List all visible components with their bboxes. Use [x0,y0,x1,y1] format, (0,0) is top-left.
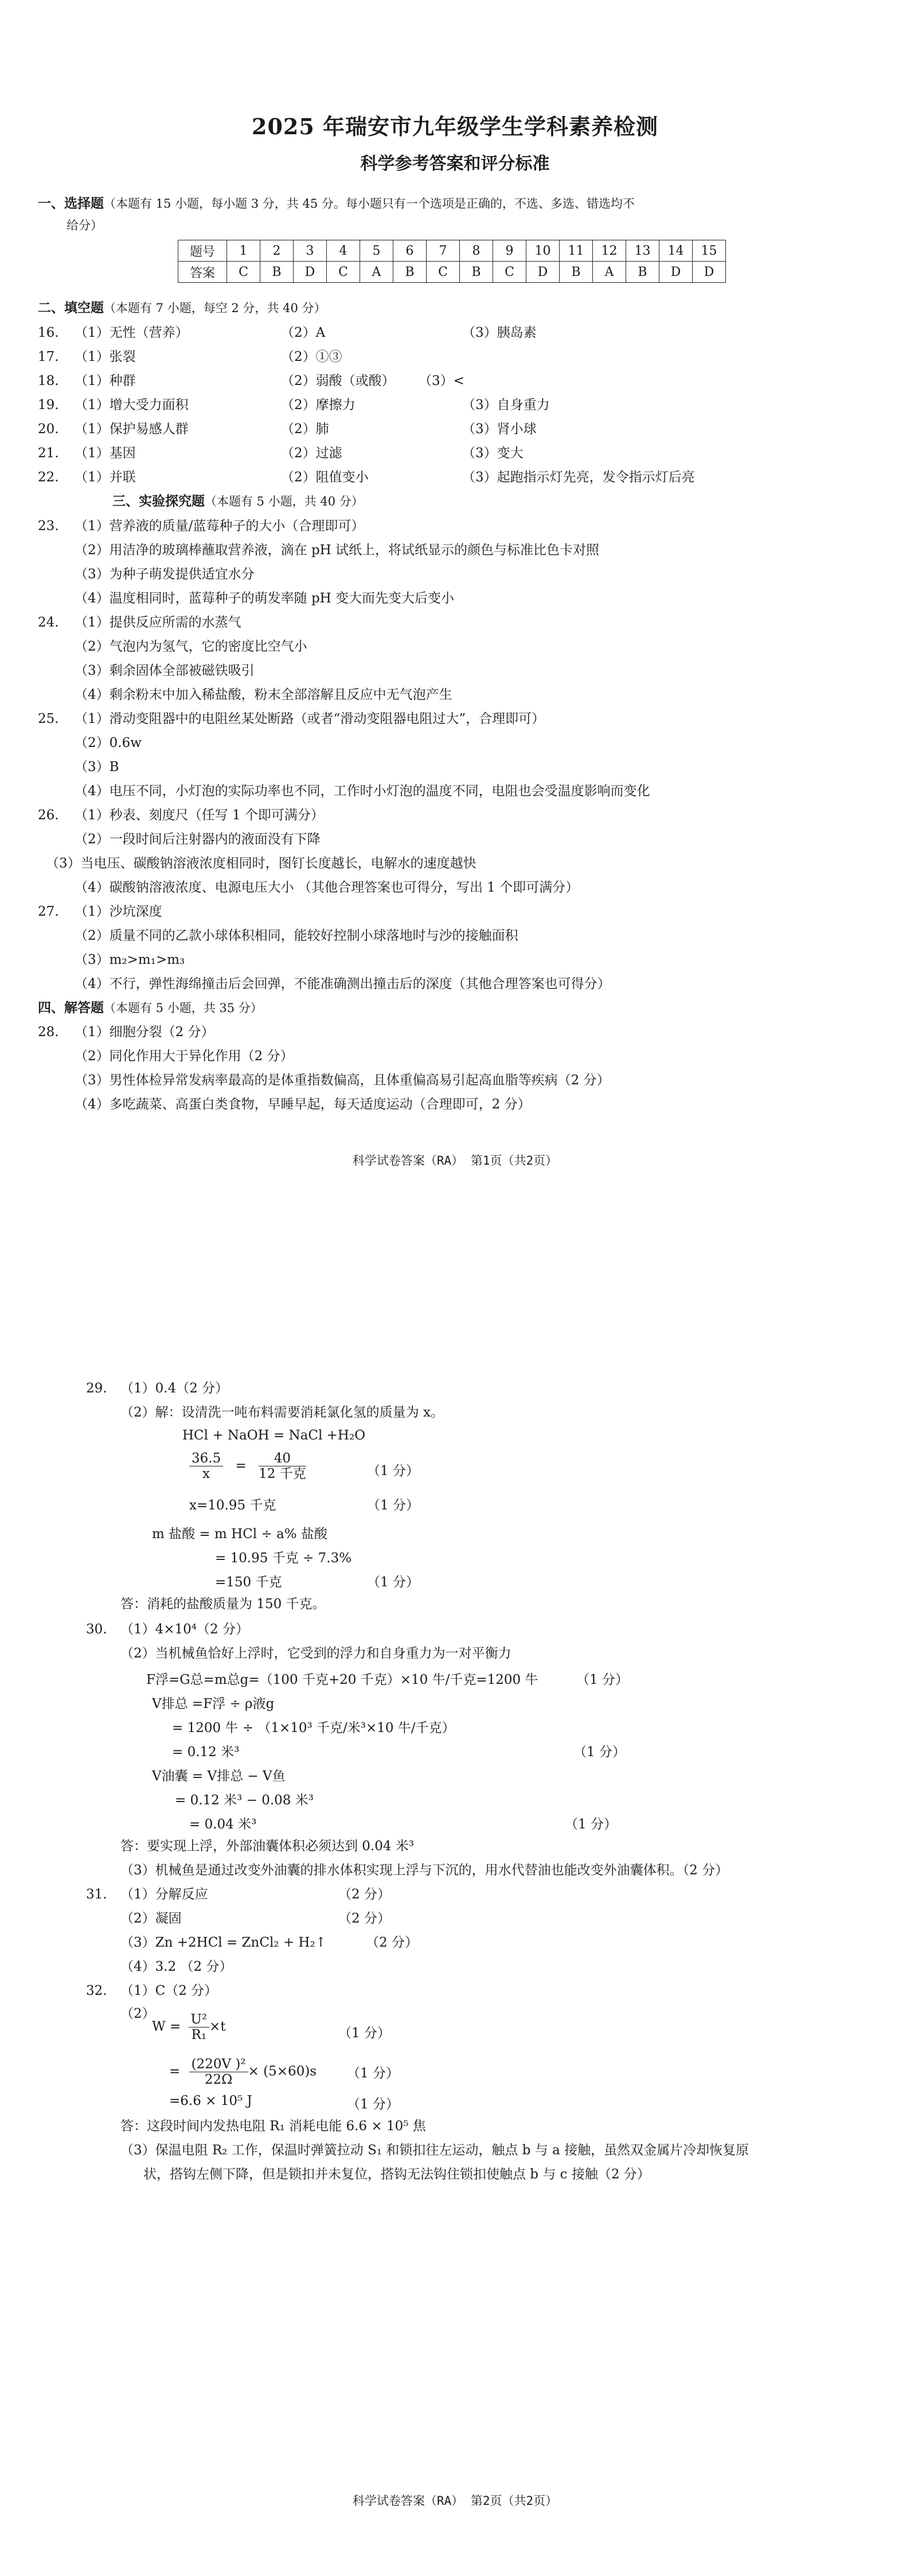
answer-line: （4）碳酸钠溶液浓度、电源电压大小 （其他合理答案也可得分，写出 1 个即可满分） [75,880,579,895]
question-number: 21. [38,446,59,461]
fraction-numerator: 40 [259,1451,306,1466]
question-number: 16. [38,325,59,340]
answer-part: （2）凝固 [120,1911,182,1926]
answer-part-2: （2）阻值变小 [281,470,369,485]
table-cell-number: 10 [526,240,560,262]
answer-line: （1）4×10⁴（2 分） [120,1622,249,1637]
calc-line: = 10.95 千克 ÷ 7.3% [215,1551,352,1566]
page-title: 2025 年瑞安市九年级学生学科素养检测 [252,114,658,139]
score-point: （1 分） [367,1498,419,1513]
calc-result: =6.6 × 10⁵ J [169,2094,252,2108]
answer-line: （2）解：设清洗一吨布料需要消耗氯化氢的质量为 x。 [120,1405,444,1420]
answer-line: （4）温度相同时，蓝莓种子的萌发率随 pH 变大而先变大后变小 [75,591,455,606]
answer-part-3: （3）自身重力 [462,398,550,413]
table-header-number: 题号 [178,240,227,262]
power-calc [169,2057,317,2087]
answer-line: （1）C（2 分） [120,1983,218,1998]
fraction-denominator: 12 千克 [259,1466,306,1481]
table-header-answer: 答案 [178,262,227,283]
answer-line: （2）0.6w [75,736,142,750]
answer-line: （1）提供反应所需的水蒸气 [75,615,241,630]
fraction [189,2012,210,2042]
answer-part-2: （2）摩擦力 [281,398,356,413]
answer-part: （3）Zn +2HCl = ZnCl₂ + H₂↑ [120,1935,326,1950]
answer-part-3: （3）胰岛素 [462,325,537,340]
answer-line: （3）当电压、碳酸钠溶液浓度相同时，图钉长度越长，电解水的速度越快 [46,856,477,871]
answer-part-1: （1）并联 [75,470,136,485]
calc-line: F浮=G总=m总g=（100 千克+20 千克）×10 牛/千克=1200 牛 [146,1672,538,1687]
answer-part: （4）3.2 （2 分） [120,1959,233,1974]
table-cell-answer: B [626,262,659,283]
answer-line: （2） [120,2006,155,2021]
section-3-note: （本题有 5 小题，共 40 分） [205,495,364,508]
answer-part-1: （1）增大受力面积 [75,398,189,413]
answer-line: （1）滑动变阻器中的电阻丝某处断路（或者“滑动变阻器电阻过大”，合理即可） [75,711,545,726]
table-cell-number: 15 [693,240,726,262]
section-1-title: 一、选择题 [38,196,104,211]
page-2 [0,1288,910,2576]
answer-line: （2）当机械鱼恰好上浮时，它受到的浮力和自身重力为一对平衡力 [120,1646,511,1661]
answer-table [178,240,726,283]
section-1-note-cont: 给分） [67,219,103,232]
table-cell-number: 13 [626,240,659,262]
page-subtitle: 科学参考答案和评分标准 [360,154,550,174]
answer-line: （4）电压不同，小灯泡的实际功率也不同，工作时小灯泡的温度不同，电阻也会受温度影响而变化 [75,784,650,799]
score-point: （1 分） [565,1817,617,1832]
answer-line: （3）机械鱼是通过改变外油囊的排水体积实现上浮与下沉的，用水代替油也能改变外油囊体积。（2 分） [120,1863,729,1878]
formula-factor: × (5×60)s [248,2064,317,2079]
section-4-title: 四、解答题 [38,1000,104,1015]
table-cell-number: 7 [427,240,460,262]
calc-line: = 0.04 米³ [189,1817,257,1832]
section-4-heading [38,999,263,1017]
table-cell-answer: B [460,262,493,283]
table-cell-number: 2 [260,240,294,262]
fraction-denominator: R₁ [191,2028,207,2042]
question-number: 31. [86,1887,107,1902]
fraction [189,1451,223,1481]
question-number: 17. [38,349,59,364]
table-cell-number: 3 [294,240,327,262]
formula-lhs: W = [152,2019,181,2034]
fraction [189,2057,248,2087]
question-number: 22. [38,470,59,485]
answer-line: （3）剩余固体全部被磁铁吸引 [75,663,255,678]
table-cell-answer: A [593,262,626,283]
question-number: 30. [86,1622,107,1637]
power-formula [152,2012,226,2042]
answer-part-3: （3）肾小球 [462,422,537,437]
answer-part: （1）分解反应 [120,1887,208,1902]
table-cell-answer: B [393,262,427,283]
section-2-heading [38,299,326,317]
answer-line: （2）质量不同的乙款小球体积相同，能较好控制小球落地时与沙的接触面积 [75,928,518,943]
table-cell-number: 5 [360,240,393,262]
answer-line: （1）营养液的质量/蓝莓种子的大小（合理即可） [75,519,365,534]
answer-line: 状，搭钩左侧下降，但是锁扣并未复位，搭钩无法钩住锁扣使触点 b 与 c 接触（2 分） [143,2167,650,2182]
score-point: （2 分） [338,1887,390,1902]
section-3-title: 三、实验探究题 [112,493,205,509]
fraction-numerator: 36.5 [189,1451,223,1466]
answer-part-1: （1）保护易感人群 [75,422,189,437]
answer-line: （3）保温电阻 R₂ 工作，保温时弹簧拉动 S₁ 和锁扣往左运动，触点 b 与 a 接触，虽然双金属片冷却恢复原 [120,2143,749,2158]
answer-line: （2）用洁净的玻璃棒蘸取营养液，滴在 pH 试纸上，将试纸显示的颜色与标准比色卡对照 [75,543,600,558]
answer-part-1: （1）基因 [75,446,136,461]
table-cell-number: 11 [560,240,593,262]
answer-line: （2）气泡内为氢气，它的密度比空气小 [75,639,307,654]
fraction-denominator: x [202,1466,210,1481]
score-point: （1 分） [367,1575,419,1590]
calc-line: =150 千克 [215,1575,282,1590]
section-1-note: （本题有 15 小题，每小题 3 分，共 45 分。每小题只有一个选项是正确的，不选、多选、错选均不 [104,197,635,211]
section-4-note: （本题有 5 小题，共 35 分） [104,1001,263,1015]
answer-line: （2）同化作用大于异化作用（2 分） [75,1049,294,1064]
fraction-numerator: U² [189,2012,210,2028]
score-point: （1 分） [347,2066,399,2081]
calc-result: x=10.95 千克 [189,1498,276,1513]
fraction [259,1451,306,1481]
section-1-heading [38,195,635,212]
table-cell-number: 8 [460,240,493,262]
answer-part-3: （3）< [419,373,464,388]
answer-line: （4）剩余粉末中加入稀盐酸，粉末全部溶解且反应中无气泡产生 [75,687,452,702]
answer-part-2: （2）弱酸（或酸） [281,373,395,388]
answer-line: （1）秒表、刻度尺（任写 1 个即可满分） [75,808,324,823]
equals-sign: = [169,2064,181,2079]
score-point: （1 分） [367,1464,419,1478]
answer-part-2: （2）肺 [281,422,329,437]
table-cell-number: 4 [327,240,360,262]
table-cell-answer: B [260,262,294,283]
table-cell-number: 1 [227,240,260,262]
score-point: （1 分） [576,1672,628,1687]
question-number: 23. [38,519,59,534]
section-3-heading [112,493,364,510]
calc-line: V排总 =F浮 ÷ ρ液g [152,1696,275,1711]
calc-line: = 0.12 米³ [172,1745,240,1760]
answer-part-2: （2）①③ [281,349,342,364]
calc-line: = 0.12 米³ − 0.08 米³ [175,1793,314,1808]
table-cell-answer: D [693,262,726,283]
page-footer: 科学试卷答案（RA） 第1页（共2页） [352,1154,558,1168]
question-number: 32. [86,1983,107,1998]
table-cell-number: 14 [659,240,693,262]
calc-line: = 1200 牛 ÷ （1×10³ 千克/米³×10 牛/千克） [172,1721,455,1736]
answer-line: （1）细胞分裂（2 分） [75,1025,214,1040]
question-number: 24. [38,615,59,630]
answer-line: （3）为种子萌发提供适宜水分 [75,567,255,582]
page-footer: 科学试卷答案（RA） 第2页（共2页） [352,2494,558,2508]
question-number: 27. [38,904,59,919]
answer-conclusion: 答：消耗的盐酸质量为 150 千克。 [120,1597,326,1612]
score-point: （1 分） [573,1745,626,1760]
question-number: 28. [38,1025,59,1040]
equals-sign: = [235,1458,247,1473]
answer-line: （2）一段时间后注射器内的液面没有下降 [75,832,321,847]
table-row-answers [178,262,726,283]
score-point: （1 分） [347,2097,399,2112]
table-cell-answer: C [227,262,260,283]
answer-conclusion: 答：这段时间内发热电阻 R₁ 消耗电能 6.6 × 10⁵ 焦 [120,2119,426,2134]
table-cell-answer: C [327,262,360,283]
table-cell-answer: D [294,262,327,283]
answer-part-2: （2）A [281,325,326,340]
formula-factor: ×t [209,2019,226,2034]
answer-line: （3）男性体检异常发病率最高的是体重指数偏高，且体重偏高易引起高血脂等疾病（2 分） [75,1073,610,1088]
section-2-title: 二、填空题 [38,300,104,316]
answer-part-3: （3）变大 [462,446,524,461]
question-number: 19. [38,398,59,413]
answer-part-1: （1）无性（营养） [75,325,189,340]
table-cell-answer: A [360,262,393,283]
table-row-numbers [178,240,726,262]
question-number: 26. [38,808,59,823]
calc-line: V油囊 = V排总 − V鱼 [152,1769,286,1784]
table-cell-answer: C [427,262,460,283]
section-2-note: （本题有 7 小题，每空 2 分，共 40 分） [104,301,326,315]
chemical-equation: HCl + NaOH = NaCl +H₂O [182,1428,366,1443]
table-cell-number: 12 [593,240,626,262]
table-cell-answer: B [560,262,593,283]
answer-part-2: （2）过滤 [281,446,342,461]
answer-line: （1）0.4（2 分） [120,1381,229,1396]
score-point: （2 分） [366,1935,418,1950]
question-number: 29. [86,1381,107,1396]
fraction-denominator: 22Ω [204,2072,233,2087]
ratio-equation [189,1451,306,1481]
answer-line: （3）B [75,760,119,775]
table-cell-answer: D [659,262,693,283]
score-point: （2 分） [338,1911,390,1926]
answer-part-1: （1）种群 [75,373,136,388]
score-point: （1 分） [338,2026,390,2041]
table-cell-answer: D [526,262,560,283]
question-number: 25. [38,711,59,726]
question-number: 20. [38,422,59,437]
answer-line: （3）m₂>m₁>m₃ [75,952,185,967]
answer-line: （1）沙坑深度 [75,904,162,919]
answer-conclusion: 答：要实现上浮，外部油囊体积必须达到 0.04 米³ [120,1839,415,1854]
table-cell-number: 9 [493,240,526,262]
table-cell-answer: C [493,262,526,283]
calc-line: m 盐酸 = m HCl ÷ a% 盐酸 [152,1527,327,1542]
answer-part-3: （3）起跑指示灯先亮，发令指示灯后亮 [462,470,695,485]
answer-part-1: （1）张裂 [75,349,136,364]
fraction-numerator: (220V )² [189,2057,248,2072]
answer-line: （4）多吃蔬菜、高蛋白类食物，早睡早起，每天适度运动（合理即可，2 分） [75,1097,531,1112]
answer-line: （4）不行，弹性海绵撞击后会回弹，不能准确测出撞击后的深度（其他合理答案也可得分） [75,976,611,991]
table-cell-number: 6 [393,240,427,262]
question-number: 18. [38,373,59,388]
